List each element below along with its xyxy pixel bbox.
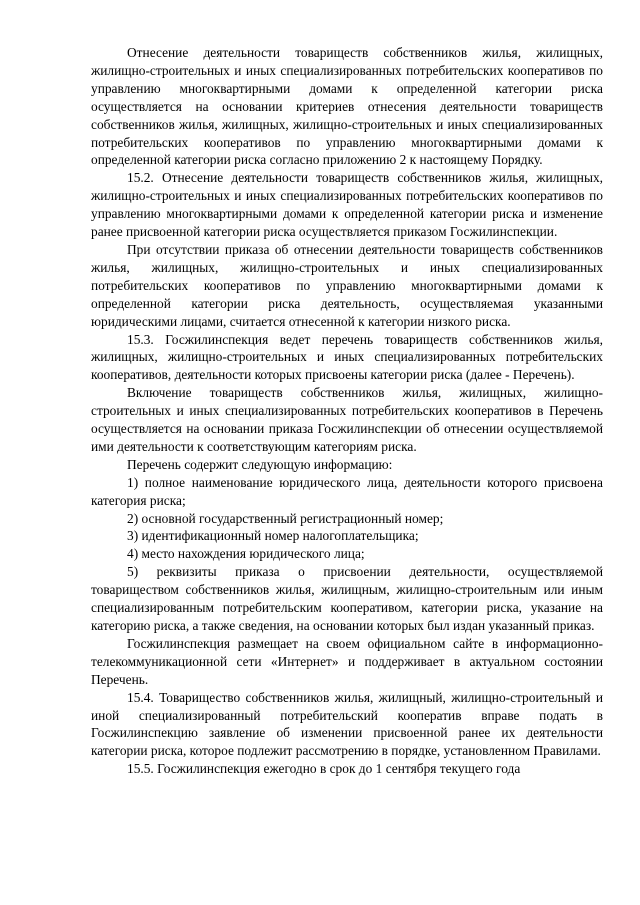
list-item-4: 4) место нахождения юридического лица; (127, 546, 365, 562)
paragraph-inclusion-in-list: Включение товариществ собственников жилья, жилищных, жилищно-строительных и иных специализированных потребительских кооперативов в Перечень осуществляется на основании приказа Госжилинспекции об отнесении осуществляемой ими деятельности к соответствующим категориям риска. (91, 385, 603, 454)
list-item-3: 3) идентификационный номер налогоплательщика; (127, 528, 419, 544)
paragraph-website-publication: Госжилинспекция размещает на своем официальном сайте в информационно-телекоммуникационной сети «Интернет» и поддерживает в актуальном состоянии Перечень. (91, 635, 603, 687)
paragraph-15-4: 15.4. Товарищество собственников жилья, жилищный, жилищно-строительный и иной специализированный потребительский кооператив вправе подать в Госжилинспекцию заявление об изменении присвоенной ранее их деятельности категории риска, которое подлежит рассмотрению в порядке, установленном Правилами. (91, 689, 603, 759)
paragraph-list-contents-intro: Перечень содержит следующую информацию: (127, 456, 393, 472)
paragraph-risk-assignment-criteria: Отнесение деятельности товариществ собственников жилья, жилищных, жилищно-строительных и иных специализированных потребительских кооперативов по управлению многоквартирными домами к определенной категории риска осуществляется на основании критериев отнесения деятельности товариществ собственников жилья, жилищных, жилищно-строительных и иных специализированных потребительских кооперативов по управлению многоквартирными домами к определенной категории риска согласно приложению 2 к настоящему Порядку. (91, 45, 603, 168)
paragraph-15-2: 15.2. Отнесение деятельности товариществ собственников жилья, жилищных, жилищно-строительных и иных специализированных потребительских кооперативов по управлению многоквартирными домами к определенной категории риска и изменение ранее присвоенной категории риска осуществляется приказом Госжилинспекции. (91, 170, 603, 240)
list-item-5: 5) реквизиты приказа о присвоении деятельности, осуществляемой товариществом собственников жилья, жилищным, жилищно-строительным или иным специализированным потребительским кооперативом, категории риска, указание на категорию риска, а также сведения, на основании которых был издан указанный приказ. (91, 564, 603, 633)
list-item-1: 1) полное наименование юридического лица, деятельности которого присвоена категория риска; (91, 474, 603, 508)
paragraph-15-5: 15.5. Госжилинспекция ежегодно в срок до 1 сентября текущего года (127, 761, 521, 777)
list-item-2: 2) основной государственный регистрационный номер; (127, 510, 444, 526)
paragraph-no-order-low-risk: При отсутствии приказа об отнесении деятельности товариществ собственников жилья, жилищных, жилищно-строительных и иных специализированных потребительских кооперативов по управлению многоквартирными домами к определенной категории риска деятельность, осуществляемая указанными юридическими лицами, считается отнесенной к категории низкого риска. (91, 241, 603, 329)
paragraph-15-3: 15.3. Госжилинспекция ведет перечень товариществ собственников жилья, жилищных, жилищно-строительных и иных специализированных потребительских кооперативов, деятельности которых присвоены категории риска (далее - Перечень). (91, 331, 603, 383)
